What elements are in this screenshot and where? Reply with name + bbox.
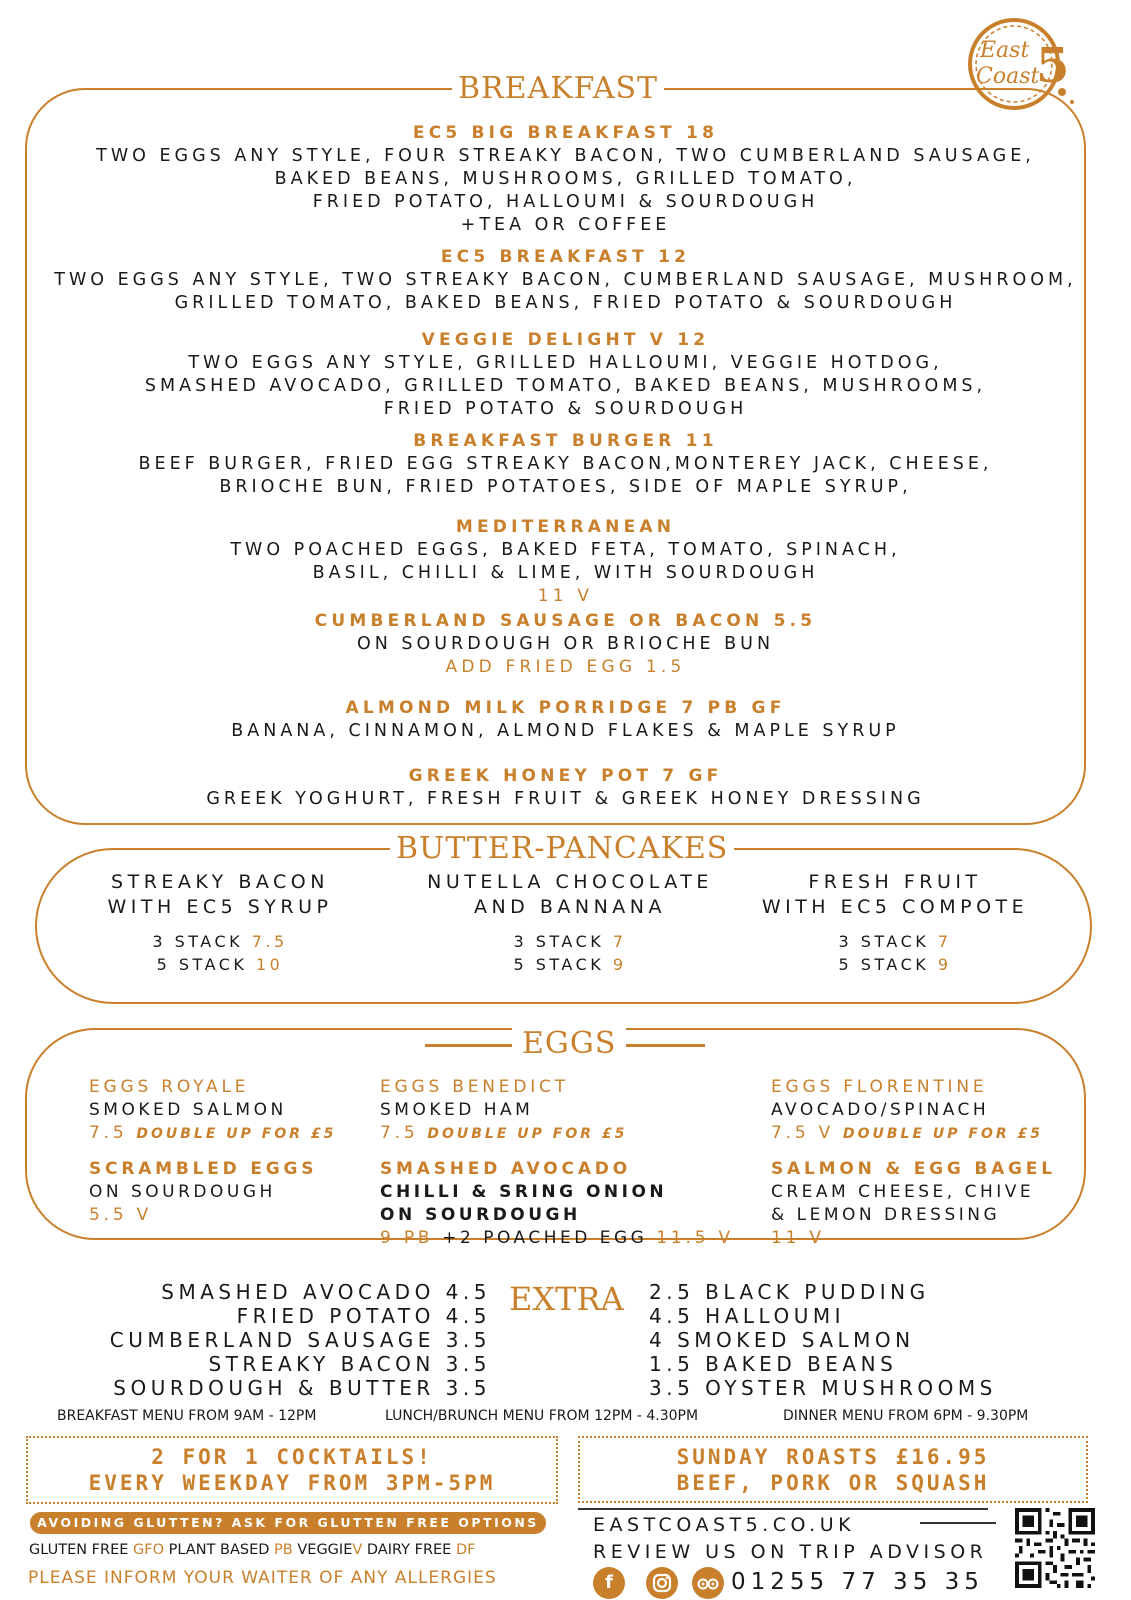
diet-key: [29, 1542, 475, 1558]
diet-code: PB: [274, 1542, 293, 1558]
menu-item: [0, 610, 1131, 679]
diet-label: GLUTEN FREE: [29, 1542, 129, 1558]
menu-item-desc: BANANA, CINNAMON, ALMOND FLAKES & MAPLE SYRUP: [231, 721, 900, 741]
egg-price: 11 V: [771, 1228, 825, 1248]
egg-price: 9 PB: [380, 1228, 434, 1248]
menu-item-name: MEDITERRANEAN: [455, 517, 676, 537]
promo-cocktails: [26, 1444, 558, 1496]
stack-label: 3 STACK: [513, 932, 605, 951]
review-arrow-icon: [920, 1522, 996, 1524]
diet-code: V: [352, 1542, 363, 1558]
menu-item: [0, 697, 1131, 743]
extra-title: EXTRA: [509, 1280, 624, 1318]
phone-number[interactable]: 01255 77 35 35: [731, 1569, 984, 1595]
logo-east: East: [980, 38, 1030, 63]
stack-price: 7.5: [251, 932, 288, 951]
extra-item: 1.5 BAKED BEANS: [649, 1352, 898, 1376]
egg-name: EGGS BENEDICT: [380, 1077, 569, 1097]
stack-price: 10: [256, 955, 284, 974]
menu-item-desc: TWO EGGS ANY STYLE, TWO STREAKY BACON, CUMBERLAND SAUSAGE, MUSHROOM,: [54, 270, 1077, 290]
egg-upgrade: DOUBLE UP FOR £5: [427, 1126, 628, 1142]
egg-name: EGGS FLORENTINE: [771, 1077, 988, 1097]
hours-lunch: LUNCH/BRUNCH MENU FROM 12PM - 4.30PM: [385, 1408, 699, 1424]
logo-coast: Coast: [976, 64, 1040, 89]
pancake-name: FRESH FRUIT: [808, 871, 982, 893]
allergy-note: PLEASE INFORM YOUR WAITER OF ANY ALLERGIES: [28, 1568, 497, 1588]
menu-item: [0, 430, 1131, 499]
extra-left-list: [110, 1280, 491, 1400]
menu-item-desc: +TEA OR COFFEE: [460, 215, 671, 235]
egg-name: SALMON & EGG BAGEL: [771, 1159, 1056, 1179]
pancake-name: STREAKY BACON: [111, 871, 329, 893]
extra-item: CUMBERLAND SAUSAGE 3.5: [109, 1328, 491, 1352]
menu-item-addon: ADD FRIED EGG 1.5: [445, 657, 686, 677]
pancake-item: [70, 870, 370, 976]
pancake-prices: [70, 930, 370, 976]
stack-label: 3 STACK: [838, 932, 930, 951]
logo-numeral: 5: [1036, 38, 1070, 94]
stack-price: 7: [612, 932, 627, 951]
contact-rule: [578, 1508, 988, 1510]
pancakes-title: BUTTER-PANCAKES: [390, 832, 734, 866]
menu-item-desc: BASIL, CHILLI & LIME, WITH SOURDOUGH: [312, 563, 819, 583]
breakfast-title: BREAKFAST: [452, 72, 664, 106]
egg-desc: ON SOURDOUGH: [89, 1182, 276, 1202]
egg-price: 7.5 V: [771, 1123, 835, 1143]
website-link[interactable]: EASTCOAST5.CO.UK: [593, 1514, 856, 1536]
egg-item-scrambled: [89, 1158, 317, 1227]
tripadvisor-icon[interactable]: [692, 1567, 724, 1599]
menu-item-name: ALMOND MILK PORRIDGE 7 PB GF: [345, 698, 786, 718]
promo-roasts: [578, 1444, 1088, 1496]
egg-desc: AVOCADO/SPINACH: [771, 1100, 990, 1120]
review-link[interactable]: REVIEW US ON TRIP ADVISOR: [593, 1541, 988, 1563]
menu-item-name: VEGGIE DELIGHT V 12: [421, 330, 710, 350]
egg-desc: & LEMON DRESSING: [771, 1205, 1001, 1225]
menu-item-name: EC5 BREAKFAST 12: [440, 247, 691, 267]
pancake-name: WITH EC5 SYRUP: [107, 896, 333, 918]
pancake-prices: [405, 930, 735, 976]
menu-item-desc: BAKED BEANS, MUSHROOMS, GRILLED TOMATO,: [274, 169, 857, 189]
egg-name: SMASHED AVOCADO: [380, 1159, 631, 1179]
extra-right-list: [649, 1280, 997, 1400]
facebook-icon[interactable]: f: [593, 1567, 625, 1599]
pancake-name: AND BANNANA: [473, 896, 667, 918]
menu-item-name: EC5 BIG BREAKFAST 18: [412, 123, 719, 143]
egg-price: 7.5: [380, 1123, 419, 1143]
extra-item: SOURDOUGH & BUTTER 3.5: [113, 1376, 491, 1400]
diet-code: DF: [455, 1542, 476, 1558]
extra-item: 4.5 HALLOUMI: [649, 1304, 845, 1328]
stack-price: 9: [612, 955, 627, 974]
extra-item: 3.5 OYSTER MUSHROOMS: [649, 1376, 997, 1400]
menu-item-desc: TWO EGGS ANY STYLE, FOUR STREAKY BACON, TWO CUMBERLAND SAUSAGE,: [96, 146, 1035, 166]
menu-item-price: 11 V: [537, 586, 594, 606]
promo-line: SUNDAY ROASTS £16.95: [676, 1445, 990, 1469]
stack-label: 5 STACK: [513, 955, 605, 974]
egg-desc: ON SOURDOUGH: [380, 1205, 581, 1225]
menu-item-desc: GREEK YOGHURT, FRESH FRUIT & GREEK HONEY DRESSING: [206, 789, 925, 809]
egg-addon: +2 POACHED EGG: [442, 1228, 648, 1248]
pancake-prices: [735, 930, 1055, 976]
gluten-free-pill: AVOIDING GLUTTEN? ASK FOR GLUTTEN FREE OPTIONS: [30, 1512, 546, 1534]
egg-desc: CHILLI & SRING ONION: [380, 1182, 668, 1202]
menu-item-name: BREAKFAST BURGER 11: [413, 431, 718, 451]
instagram-icon[interactable]: [646, 1567, 678, 1599]
egg-desc: SMOKED SALMON: [89, 1100, 287, 1120]
menu-item-desc: GRILLED TOMATO, BAKED BEANS, FRIED POTATO & SOURDOUGH: [174, 293, 957, 313]
hours-dinner: DINNER MENU FROM 6PM - 9.30PM: [783, 1408, 1029, 1424]
diet-label: VEGGIE: [297, 1542, 353, 1558]
diet-label: DAIRY FREE: [366, 1542, 452, 1558]
menu-item: [0, 765, 1131, 811]
diet-code: GFO: [133, 1542, 165, 1558]
extra-item: STREAKY BACON 3.5: [208, 1352, 491, 1376]
menu-item-name: GREEK HONEY POT 7 GF: [408, 766, 723, 786]
diet-label: PLANT BASED: [168, 1542, 270, 1558]
menu-item-name: CUMBERLAND SAUSAGE OR BACON 5.5: [314, 611, 817, 631]
egg-item-smashed: [380, 1158, 734, 1250]
pancake-name: WITH EC5 COMPOTE: [761, 896, 1029, 918]
promo-line: BEEF, PORK OR SQUASH: [676, 1471, 990, 1495]
menu-item-desc: TWO EGGS ANY STYLE, GRILLED HALLOUMI, VEGGIE HOTDOG,: [188, 353, 943, 373]
egg-price: 7.5: [89, 1123, 128, 1143]
extra-item: FRIED POTATO 4.5: [236, 1304, 491, 1328]
menu-item-desc: FRIED POTATO & SOURDOUGH: [383, 399, 748, 419]
egg-item-benedict: [380, 1076, 627, 1146]
qr-code[interactable]: [1015, 1508, 1095, 1588]
eggs-title: EGGS: [512, 1027, 626, 1061]
menu-item-desc: BRIOCHE BUN, FRIED POTATOES, SIDE OF MAPLE SYRUP,: [219, 477, 912, 497]
menu-item-desc: FRIED POTATO, HALLOUMI & SOURDOUGH: [312, 192, 819, 212]
promo-line: 2 FOR 1 COCKTAILS!: [151, 1445, 433, 1469]
promo-line: EVERY WEEKDAY FROM 3PM-5PM: [88, 1471, 496, 1495]
egg-item-bagel: [771, 1158, 1056, 1250]
extra-item: 2.5 BLACK PUDDING: [649, 1280, 930, 1304]
stack-label: 5 STACK: [838, 955, 930, 974]
stack-label: 5 STACK: [156, 955, 248, 974]
extra-item: 4 SMOKED SALMON: [649, 1328, 915, 1352]
pancake-name: NUTELLA CHOCOLATE: [427, 871, 713, 893]
egg-addon-price: 11.5 V: [656, 1228, 734, 1248]
egg-price: 5.5 V: [89, 1205, 153, 1225]
breakfast-items: [0, 122, 1131, 811]
menu-item: [0, 516, 1131, 608]
stack-price: 9: [937, 955, 952, 974]
egg-desc: SMOKED HAM: [380, 1100, 534, 1120]
egg-upgrade: DOUBLE UP FOR £5: [136, 1126, 337, 1142]
egg-name: EGGS ROYALE: [89, 1077, 250, 1097]
menu-item-desc: TWO POACHED EGGS, BAKED FETA, TOMATO, SPINACH,: [230, 540, 901, 560]
hours-breakfast: BREAKFAST MENU FROM 9AM - 12PM: [57, 1408, 317, 1424]
egg-item-florentine: [771, 1076, 1043, 1146]
menu-item-desc: SMASHED AVOCADO, GRILLED TOMATO, BAKED BEANS, MUSHROOMS,: [144, 376, 987, 396]
stack-label: 3 STACK: [152, 932, 244, 951]
menu-item: [0, 246, 1131, 315]
egg-item-royale: [89, 1076, 336, 1146]
egg-upgrade: DOUBLE UP FOR £5: [842, 1126, 1044, 1142]
menu-item-desc: BEEF BURGER, FRIED EGG STREAKY BACON,MONTEREY JACK, CHEESE,: [138, 454, 993, 474]
extra-item: SMASHED AVOCADO 4.5: [161, 1280, 491, 1304]
egg-desc: CREAM CHEESE, CHIVE: [771, 1182, 1035, 1202]
menu-item: [0, 329, 1131, 421]
pancake-item: [735, 870, 1055, 976]
egg-name: SCRAMBLED EGGS: [89, 1159, 318, 1179]
menu-item-desc: ON SOURDOUGH OR BRIOCHE BUN: [356, 634, 775, 654]
menu-item: [0, 122, 1131, 237]
stack-price: 7: [937, 932, 952, 951]
pancake-item: [405, 870, 735, 976]
